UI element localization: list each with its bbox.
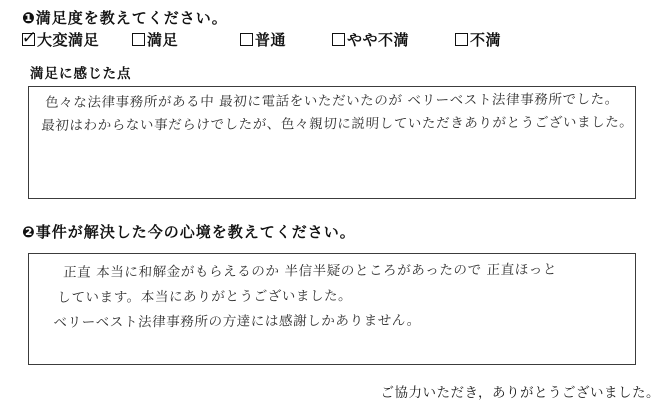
checkbox-icon[interactable] bbox=[455, 33, 468, 46]
option-very-satisfied[interactable] bbox=[22, 29, 99, 50]
option-neutral[interactable] bbox=[240, 29, 286, 50]
handwritten-answer-1 bbox=[29, 83, 635, 138]
handwriting-line: しています。本当にありがとうございました。 bbox=[56, 288, 353, 306]
checkbox-icon[interactable] bbox=[132, 33, 145, 46]
option-dissatisfied[interactable] bbox=[455, 29, 501, 50]
handwritten-answer-2 bbox=[29, 250, 635, 336]
checkbox-icon[interactable] bbox=[332, 33, 345, 46]
answer-box-satisfied-points bbox=[28, 86, 636, 199]
handwriting-line: 正直 本当に和解金がもらえるのか 半信半疑のところがあったので 正直ほっと bbox=[62, 261, 558, 281]
option-label: 不満 bbox=[470, 32, 502, 49]
checkbox-icon[interactable] bbox=[240, 33, 253, 46]
checkbox-checked-icon[interactable] bbox=[20, 28, 39, 48]
satisfaction-options-row bbox=[0, 29, 668, 49]
option-somewhat-dissatisfied[interactable] bbox=[332, 29, 409, 50]
answer-box-current-feelings bbox=[28, 253, 636, 365]
footer-thanks-text: ご協力いただき，ありがとうございました。 bbox=[380, 385, 660, 400]
handwriting-line: 色々な法律事務所がある中 最初に電話をいただいたのが ベリーベスト法律事務所でした。 bbox=[44, 91, 620, 111]
handwriting-line: ベリーベスト法律事務所の方達には感謝しかありません。 bbox=[53, 312, 422, 331]
satisfied-points-label: 満足に感じた点 bbox=[30, 66, 132, 81]
question-1-heading: ❶満足度を教えてください。 bbox=[22, 10, 228, 27]
option-label: 普通 bbox=[255, 32, 287, 49]
option-satisfied[interactable] bbox=[132, 29, 178, 50]
handwriting-line: 最初はわからない事だらけでしたが、色々親切に説明していただきありがとうございました。 bbox=[40, 114, 634, 134]
option-label: 満足 bbox=[147, 32, 179, 49]
option-label: やや不満 bbox=[347, 32, 410, 49]
check-mark-icon: ✓ bbox=[20, 28, 39, 48]
option-label: 大変満足 bbox=[37, 32, 100, 49]
question-2-heading: ❷事件が解決した今の心境を教えてください。 bbox=[22, 224, 356, 241]
